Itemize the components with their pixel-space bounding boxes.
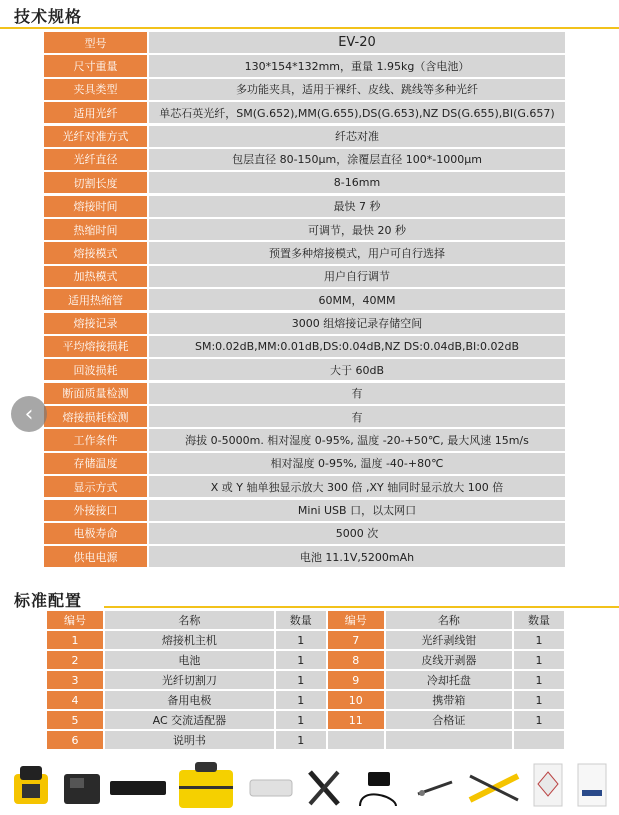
header-num: 编号 [47, 611, 103, 629]
item-number: 10 [328, 691, 384, 709]
stripper-image [304, 766, 344, 808]
spec-section-title: 技术规格 [14, 7, 83, 26]
spec-label: 存储温度 [44, 453, 147, 474]
spec-label: 热缩时间 [44, 219, 147, 240]
item-qty: 1 [514, 631, 564, 649]
item-name: 说明书 [105, 731, 274, 749]
table-row [47, 671, 564, 689]
spec-row [44, 172, 565, 193]
spec-row [44, 32, 565, 53]
spec-value: 海拔 0-5000m. 相对湿度 0-95%, 温度 -20-+50℃, 最大风速 15m/s [149, 429, 565, 450]
item-name: 光纤切割刀 [105, 671, 274, 689]
spec-label: 断面质量检测 [44, 383, 147, 404]
item-qty: 1 [276, 691, 326, 709]
header-qty: 数量 [276, 611, 326, 629]
spec-value: 用户自行调节 [149, 266, 565, 287]
fusion-splicer-image [10, 764, 52, 808]
product-thumbnails [10, 760, 610, 812]
spec-row [44, 149, 565, 170]
electrode-image [414, 774, 458, 804]
spec-label: 电极寿命 [44, 523, 147, 544]
config-section-title: 标准配置 [14, 591, 83, 610]
spec-value: SM:0.02dB,MM:0.01dB,DS:0.04dB,NZ DS:0.04dB,BI:0.02dB [149, 336, 565, 357]
item-number: 4 [47, 691, 103, 709]
spec-row [44, 313, 565, 334]
spec-value: 5000 次 [149, 523, 565, 544]
spec-label: 适用热缩管 [44, 289, 147, 310]
spec-value: Mini USB 口，以太网口 [149, 500, 565, 521]
config-body [47, 631, 564, 749]
spec-label: 工作条件 [44, 429, 147, 450]
item-number: 2 [47, 651, 103, 669]
item-qty: 1 [514, 651, 564, 669]
table-row [47, 651, 564, 669]
spec-label: 熔接记录 [44, 313, 147, 334]
certificate-image [530, 762, 566, 808]
header-name: 名称 [105, 611, 274, 629]
spec-label: 熔接时间 [44, 196, 147, 217]
table-row [47, 711, 564, 729]
spec-value: 60MM，40MM [149, 289, 565, 310]
table-row [47, 631, 564, 649]
spec-row [44, 359, 565, 380]
spec-value: 最快 7 秒 [149, 196, 565, 217]
spec-title-rule [0, 27, 619, 29]
spec-value: 130*154*132mm，重量 1.95kg（含电池） [149, 55, 565, 76]
item-number: 8 [328, 651, 384, 669]
spec-value: 包层直径 80-150μm，涂覆层直径 100*-1000μm [149, 149, 565, 170]
spec-row [44, 476, 565, 497]
manual-image [576, 762, 608, 808]
spec-label: 切割长度 [44, 172, 147, 193]
spec-label: 平均熔接损耗 [44, 336, 147, 357]
spec-label: 回波损耗 [44, 359, 147, 380]
item-qty: 1 [276, 651, 326, 669]
spec-row [44, 429, 565, 450]
item-number: 9 [328, 671, 384, 689]
config-title-rule [104, 606, 619, 608]
spec-value: X 或 Y 轴单独显示放大 300 倍 ,XY 轴同时显示放大 100 倍 [149, 476, 565, 497]
spec-row [44, 219, 565, 240]
spec-row [44, 523, 565, 544]
carousel-prev-button[interactable] [11, 396, 47, 432]
ac-adapter-image [350, 766, 406, 810]
spec-value: 多功能夹具，适用于裸纤、皮线、跳线等多种光纤 [149, 79, 565, 100]
spec-row [44, 102, 565, 123]
item-name: 熔接机主机 [105, 631, 274, 649]
spec-value: 可调节，最快 20 秒 [149, 219, 565, 240]
item-number: 6 [47, 731, 103, 749]
spec-value: EV-20 [149, 32, 565, 53]
header-qty-2: 数量 [514, 611, 564, 629]
item-qty: 1 [276, 711, 326, 729]
spec-label: 型号 [44, 32, 147, 53]
item-name: 皮线开剥器 [386, 651, 512, 669]
spec-value: 大于 60dB [149, 359, 565, 380]
item-name: 光纤剥线钳 [386, 631, 512, 649]
spec-label: 熔接损耗检测 [44, 406, 147, 427]
spec-value: 相对湿度 0-95%, 温度 -40-+80℃ [149, 453, 565, 474]
item-number: 11 [328, 711, 384, 729]
item-name: 合格证 [386, 711, 512, 729]
spec-label: 尺寸重量 [44, 55, 147, 76]
cooling-tray-image [246, 770, 296, 804]
spec-row [44, 336, 565, 357]
item-qty: 1 [276, 731, 326, 749]
spec-value: 单芯石英光纤，SM(G.652),MM(G.655),DS(G.653),NZ DS(G.655),BI(G.657) [149, 102, 565, 123]
spec-row [44, 383, 565, 404]
spec-row [44, 406, 565, 427]
item-qty: 1 [276, 631, 326, 649]
header-num-2: 编号 [328, 611, 384, 629]
spec-row [44, 55, 565, 76]
chevron-left-icon: ‹ [24, 401, 34, 427]
spec-label: 夹具类型 [44, 79, 147, 100]
carrying-case-image [175, 760, 237, 810]
spec-row [44, 266, 565, 287]
table-row [47, 691, 564, 709]
battery-image [108, 778, 168, 798]
spec-value: 有 [149, 383, 565, 404]
spec-label: 供电电源 [44, 546, 147, 567]
config-table [45, 609, 566, 751]
spec-row [44, 500, 565, 521]
spec-label: 外接接口 [44, 500, 147, 521]
spec-value: 电池 11.1V,5200mAh [149, 546, 565, 567]
item-qty: 1 [514, 671, 564, 689]
item-name: 携带箱 [386, 691, 512, 709]
item-name: 备用电极 [105, 691, 274, 709]
spec-table [44, 32, 565, 570]
item-qty: 1 [514, 691, 564, 709]
item-name: AC 交流适配器 [105, 711, 274, 729]
item-name [386, 731, 512, 749]
item-number: 1 [47, 631, 103, 649]
table-row [47, 731, 564, 749]
spec-label: 光纤直径 [44, 149, 147, 170]
spec-row [44, 242, 565, 263]
cleaver-tool-image [464, 770, 524, 806]
spec-row [44, 546, 565, 567]
spec-label: 加热模式 [44, 266, 147, 287]
item-qty: 1 [514, 711, 564, 729]
spec-label: 适用光纤 [44, 102, 147, 123]
spec-value: 3000 组熔接记录存储空间 [149, 313, 565, 334]
spec-row [44, 196, 565, 217]
config-header-row [47, 611, 564, 629]
spec-row [44, 126, 565, 147]
spec-row [44, 289, 565, 310]
spec-value: 纤芯对准 [149, 126, 565, 147]
item-number: 3 [47, 671, 103, 689]
item-qty [514, 731, 564, 749]
item-qty: 1 [276, 671, 326, 689]
spec-row [44, 79, 565, 100]
item-number [328, 731, 384, 749]
splicer-unit-image [60, 768, 104, 808]
spec-label: 显示方式 [44, 476, 147, 497]
header-name-2: 名称 [386, 611, 512, 629]
spec-value: 8-16mm [149, 172, 565, 193]
spec-value: 预置多种熔接模式，用户可自行选择 [149, 242, 565, 263]
spec-label: 熔接模式 [44, 242, 147, 263]
item-name: 电池 [105, 651, 274, 669]
item-name: 冷却托盘 [386, 671, 512, 689]
spec-label: 光纤对准方式 [44, 126, 147, 147]
spec-value: 有 [149, 406, 565, 427]
item-number: 7 [328, 631, 384, 649]
item-number: 5 [47, 711, 103, 729]
spec-row [44, 453, 565, 474]
